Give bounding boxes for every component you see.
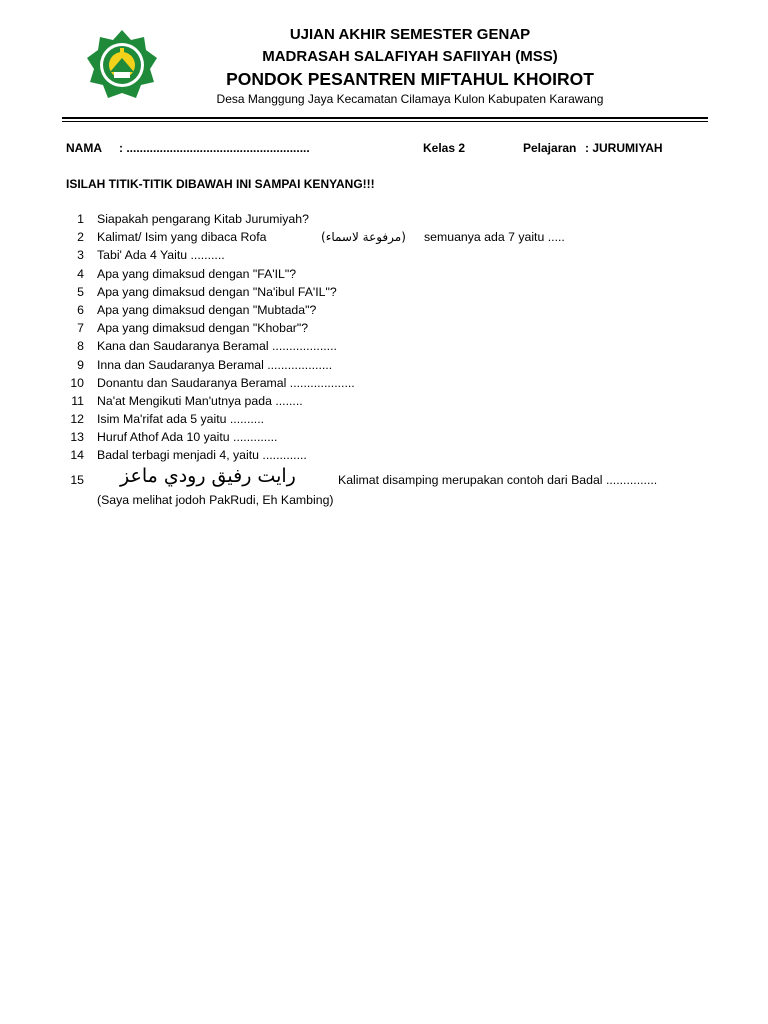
school-logo	[84, 28, 160, 104]
header-rule-thin	[62, 121, 708, 122]
question-item	[66, 464, 706, 491]
question-number: 9	[77, 357, 84, 372]
question-number: 6	[77, 302, 84, 317]
question-item	[66, 392, 706, 410]
question-item	[66, 228, 706, 246]
question-text: Isim Ma'rifat ada 5 yaitu ..........	[97, 412, 265, 427]
pelajaran-label: Pelajaran	[523, 141, 577, 155]
question-text: Tabi' Ada 4 Yaitu ..........	[97, 248, 225, 263]
question-text: Inna dan Saudaranya Beramal ...................	[97, 357, 333, 372]
question-number: 13	[70, 430, 84, 445]
question-text: Badal terbagi menjadi 4, yaitu .............	[97, 448, 307, 463]
question-text: Kalimat disamping merupakan contoh dari Badal ...............	[338, 472, 658, 487]
document-header	[150, 25, 670, 107]
question-number: 1	[77, 212, 84, 226]
question-item	[66, 265, 706, 283]
question-text: Apa yang dimaksud dengan "Na'ibul FA'IL"?	[97, 284, 337, 299]
question-item	[66, 356, 706, 374]
nama-field[interactable]: : .......................................................	[119, 141, 310, 155]
arabic-term: (مرفوعة لاسماء)	[321, 230, 406, 245]
question-text: Apa yang dimaksud dengan "Khobar"?	[97, 321, 309, 336]
question-number: 3	[77, 248, 84, 263]
question-number: 12	[70, 412, 84, 427]
question-item	[66, 446, 706, 464]
question-item	[66, 301, 706, 319]
question-text: Apa yang dimaksud dengan "Mubtada"?	[97, 302, 317, 317]
question-text: Donantu dan Saudaranya Beramal ...................	[97, 375, 355, 390]
question-text: Apa yang dimaksud dengan "FA'IL"?	[97, 266, 297, 281]
question-item	[66, 283, 706, 301]
question-number: 14	[70, 448, 84, 463]
pesantren-name: PONDOK PESANTREN MIFTAHUL KHOIROT	[226, 69, 594, 89]
example-translation: (Saya melihat jodoh PakRudi, Eh Kambing)	[97, 492, 334, 507]
header-rule-thick	[62, 117, 708, 119]
question-text: Kalimat/ Isim yang dibaca Rofa	[97, 230, 267, 245]
question-item	[66, 319, 706, 337]
kelas-label: Kelas 2	[423, 141, 466, 155]
question-item	[66, 374, 706, 392]
question-number: 4	[77, 266, 84, 281]
nama-label: NAMA	[66, 141, 102, 155]
question-item	[66, 210, 706, 228]
question-number: 7	[77, 321, 84, 336]
question-item	[66, 428, 706, 446]
question-text: Siapakah pengarang Kitab Jurumiyah?	[97, 212, 309, 226]
question-list	[66, 210, 706, 509]
question-text-continued: semuanya ada 7 yaitu .....	[424, 230, 565, 245]
question-number: 2	[77, 230, 84, 245]
exam-title: UJIAN AKHIR SEMESTER GENAP	[289, 26, 531, 43]
question-text: Na'at Mengikuti Man'utnya pada ........	[97, 393, 303, 408]
question-item	[66, 410, 706, 428]
question-item	[66, 246, 706, 264]
question-number: 8	[77, 339, 84, 354]
question-text: Kana dan Saudaranya Beramal ...................	[97, 339, 337, 354]
question-number: 5	[77, 284, 84, 299]
question-number: 10	[70, 375, 84, 390]
question-item	[66, 337, 706, 355]
question-text: Huruf Athof Ada 10 yaitu .............	[97, 430, 278, 445]
pelajaran-value: : JURUMIYAH	[585, 141, 663, 155]
address: Desa Manggung Jaya Kecamatan Cilamaya Kulon Kabupaten Karawang	[216, 92, 604, 106]
madrasah-name: MADRASAH SALAFIYAH SAFIIYAH (MSS)	[262, 48, 558, 65]
arabic-example: رايت رفيق رودي ماعز	[120, 464, 296, 487]
question-number: 11	[71, 393, 84, 408]
question-number: 15	[70, 472, 84, 487]
logo-emblem-icon	[87, 30, 157, 98]
instruction: ISILAH TITIK-TITIK DIBAWAH INI SAMPAI KENYANG!!!	[66, 177, 375, 191]
